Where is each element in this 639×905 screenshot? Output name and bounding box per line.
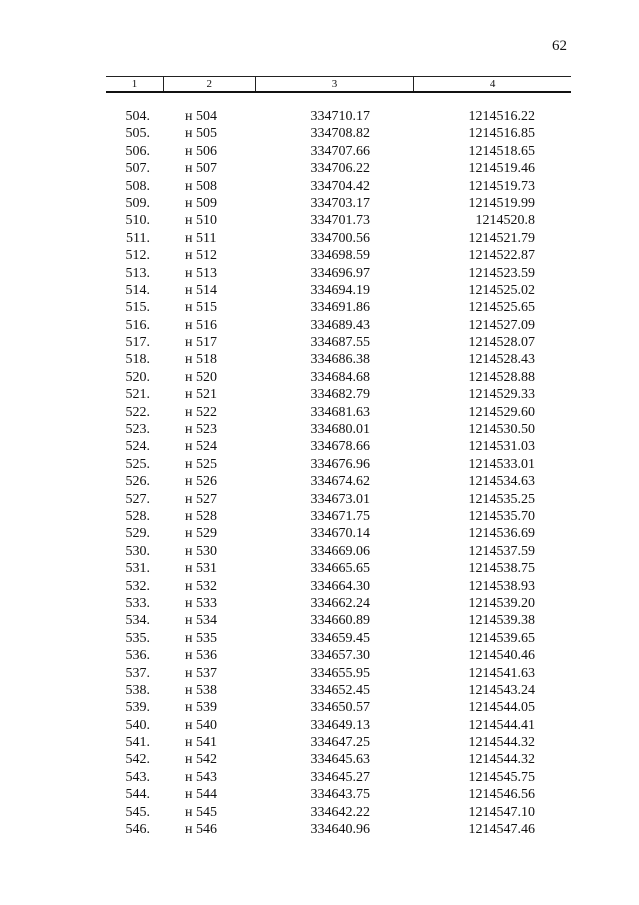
- row-number: 514.: [125, 282, 150, 298]
- coordinate-x: 334671.75: [310, 508, 370, 524]
- column-header-1: 1: [106, 77, 163, 93]
- point-name: н 512: [185, 248, 217, 264]
- coordinate-x: 334684.68: [310, 369, 370, 385]
- coordinate-x: 334707.66: [310, 143, 370, 159]
- page-number: 62: [552, 38, 567, 54]
- point-name: н 529: [185, 526, 217, 542]
- table-row: [0, 665, 639, 682]
- coordinate-y: 1214544.32: [468, 735, 535, 751]
- table-row: [0, 143, 639, 160]
- point-name: н 520: [185, 369, 217, 385]
- row-number: 537.: [125, 665, 150, 681]
- coordinate-x: 334674.62: [310, 474, 370, 490]
- coordinate-y: 1214539.65: [468, 630, 535, 646]
- row-number: 526.: [125, 474, 150, 490]
- coordinate-y: 1214547.46: [468, 822, 535, 838]
- coordinate-y: 1214528.88: [468, 369, 535, 385]
- point-name: н 518: [185, 352, 217, 368]
- row-number: 534.: [125, 613, 150, 629]
- coordinate-x: 334657.30: [310, 648, 370, 664]
- point-name: н 525: [185, 456, 217, 472]
- point-name: н 530: [185, 543, 217, 559]
- table-row: [0, 265, 639, 282]
- coordinate-x: 334694.19: [310, 282, 370, 298]
- coordinate-x: 334681.63: [310, 404, 370, 420]
- table-row: [0, 578, 639, 595]
- point-name: н 513: [185, 265, 217, 281]
- coordinate-x: 334676.96: [310, 456, 370, 472]
- point-name: н 522: [185, 404, 217, 420]
- table-row: [0, 786, 639, 803]
- coordinate-x: 334701.73: [310, 213, 370, 229]
- table-row: [0, 160, 639, 177]
- table-row: [0, 317, 639, 334]
- table-header: [106, 76, 571, 93]
- row-number: 530.: [125, 543, 150, 559]
- table-row: [0, 473, 639, 490]
- point-name: н 543: [185, 769, 217, 785]
- table-row: [0, 456, 639, 473]
- coordinate-x: 334664.30: [310, 578, 370, 594]
- coordinate-x: 334652.45: [310, 682, 370, 698]
- coordinate-x: 334700.56: [310, 230, 370, 246]
- coordinate-y: 1214522.87: [468, 248, 535, 264]
- table-row: [0, 125, 639, 142]
- coordinate-x: 334686.38: [310, 352, 370, 368]
- point-name: н 511: [185, 230, 217, 246]
- row-number: 546.: [125, 822, 150, 838]
- coordinate-y: 1214527.09: [468, 317, 535, 333]
- table-row: [0, 543, 639, 560]
- point-name: н 545: [185, 804, 217, 820]
- table-row: [0, 282, 639, 299]
- row-number: 543.: [125, 769, 150, 785]
- coordinate-x: 334689.43: [310, 317, 370, 333]
- row-number: 506.: [125, 143, 150, 159]
- coordinate-x: 334642.22: [310, 804, 370, 820]
- column-header-3: 3: [255, 77, 414, 93]
- point-name: н 546: [185, 822, 217, 838]
- table-row: [0, 421, 639, 438]
- coordinate-y: 1214539.38: [468, 613, 535, 629]
- row-number: 518.: [125, 352, 150, 368]
- coordinate-y: 1214535.70: [468, 508, 535, 524]
- point-name: н 526: [185, 474, 217, 490]
- row-number: 533.: [125, 595, 150, 611]
- row-number: 510.: [125, 213, 150, 229]
- coordinate-y: 1214538.75: [468, 561, 535, 577]
- table-row: [0, 334, 639, 351]
- coordinate-y: 1214544.41: [468, 717, 535, 733]
- coordinate-y: 1214530.50: [468, 422, 535, 438]
- coordinate-x: 334649.13: [310, 717, 370, 733]
- table-row: [0, 595, 639, 612]
- row-number: 528.: [125, 508, 150, 524]
- coordinate-y: 1214536.69: [468, 526, 535, 542]
- row-number: 536.: [125, 648, 150, 664]
- coordinate-y: 1214546.56: [468, 787, 535, 803]
- table-row: [0, 612, 639, 629]
- coordinate-y: 1214516.85: [468, 126, 535, 142]
- table-row: [0, 682, 639, 699]
- point-name: н 528: [185, 508, 217, 524]
- point-name: н 536: [185, 648, 217, 664]
- point-name: н 542: [185, 752, 217, 768]
- table-row: [0, 560, 639, 577]
- table-row: [0, 404, 639, 421]
- coordinate-x: 334660.89: [310, 613, 370, 629]
- row-number: 523.: [125, 422, 150, 438]
- row-number: 524.: [125, 439, 150, 455]
- row-number: 513.: [125, 265, 150, 281]
- coordinate-y: 1214519.99: [468, 195, 535, 211]
- coordinate-x: 334704.42: [310, 178, 370, 194]
- row-number: 535.: [125, 630, 150, 646]
- point-name: н 523: [185, 422, 217, 438]
- table-row: [0, 769, 639, 786]
- coordinate-y: 1214535.25: [468, 491, 535, 507]
- point-name: н 538: [185, 682, 217, 698]
- table-row: [0, 804, 639, 821]
- point-name: н 540: [185, 717, 217, 733]
- coordinate-x: 334650.57: [310, 700, 370, 716]
- point-name: н 504: [185, 109, 217, 124]
- table-row: [0, 178, 639, 195]
- coordinate-y: 1214528.43: [468, 352, 535, 368]
- coordinate-y: 1214529.60: [468, 404, 535, 420]
- coordinate-x: 334678.66: [310, 439, 370, 455]
- row-number: 521.: [125, 387, 150, 403]
- coordinate-y: 1214540.46: [468, 648, 535, 664]
- coordinate-y: 1214537.59: [468, 543, 535, 559]
- row-number: 544.: [125, 787, 150, 803]
- coordinate-y: 1214519.73: [468, 178, 535, 194]
- point-name: н 531: [185, 561, 217, 577]
- row-number: 522.: [125, 404, 150, 420]
- coordinate-y: 1214541.63: [468, 665, 535, 681]
- table-row: [0, 630, 639, 647]
- coordinate-y: 1214544.32: [468, 752, 535, 768]
- point-name: н 535: [185, 630, 217, 646]
- row-number: 505.: [125, 126, 150, 142]
- coordinate-y: 1214521.79: [468, 230, 535, 246]
- row-number: 542.: [125, 752, 150, 768]
- coordinate-x: 334640.96: [310, 822, 370, 838]
- coordinate-y: 1214519.46: [468, 161, 535, 177]
- row-number: 511.: [126, 230, 150, 246]
- coordinate-y: 1214531.03: [468, 439, 535, 455]
- coordinate-x: 334643.75: [310, 787, 370, 803]
- table-row: [0, 647, 639, 664]
- coordinate-x: 334647.25: [310, 735, 370, 751]
- row-number: 529.: [125, 526, 150, 542]
- table-row: [0, 247, 639, 264]
- table-row: [0, 438, 639, 455]
- point-name: н 510: [185, 213, 217, 229]
- row-number: 540.: [125, 717, 150, 733]
- coordinate-y: 1214525.65: [468, 300, 535, 316]
- table-row: [0, 351, 639, 368]
- coordinate-y: 1214523.59: [468, 265, 535, 281]
- row-number: 541.: [125, 735, 150, 751]
- point-name: н 505: [185, 126, 217, 142]
- coordinate-x: 334682.79: [310, 387, 370, 403]
- point-name: н 506: [185, 143, 217, 159]
- column-header-2: 2: [163, 77, 255, 93]
- point-name: н 507: [185, 161, 217, 177]
- row-number: 516.: [125, 317, 150, 333]
- table-row: [0, 734, 639, 751]
- row-number: 538.: [125, 682, 150, 698]
- coordinate-x: 334673.01: [310, 491, 370, 507]
- point-name: н 541: [185, 735, 217, 751]
- point-name: н 534: [185, 613, 217, 629]
- coordinate-x: 334696.97: [310, 265, 370, 281]
- point-name: н 537: [185, 665, 217, 681]
- row-number: 507.: [125, 161, 150, 177]
- row-number: 517.: [125, 335, 150, 351]
- coordinate-x: 334655.95: [310, 665, 370, 681]
- coordinate-x: 334706.22: [310, 161, 370, 177]
- row-number: 545.: [125, 804, 150, 820]
- point-name: н 508: [185, 178, 217, 194]
- row-number: 520.: [125, 369, 150, 385]
- column-header-4: 4: [414, 77, 571, 93]
- coordinate-x: 334645.27: [310, 769, 370, 785]
- coordinate-y: 1214518.65: [468, 143, 535, 159]
- point-name: н 515: [185, 300, 217, 316]
- row-number: 504.: [125, 109, 150, 124]
- coordinate-x: 334691.86: [310, 300, 370, 316]
- coordinate-y: 1214544.05: [468, 700, 535, 716]
- table-body: [0, 108, 639, 838]
- coordinate-y: 1214534.63: [468, 474, 535, 490]
- coordinate-y: 1214538.93: [468, 578, 535, 594]
- table-row: [0, 386, 639, 403]
- table-row: [0, 508, 639, 525]
- coordinate-y: 1214539.20: [468, 595, 535, 611]
- coordinate-y: 1214533.01: [468, 456, 535, 472]
- table-row: [0, 717, 639, 734]
- table-row: [0, 525, 639, 542]
- point-name: н 516: [185, 317, 217, 333]
- row-number: 539.: [125, 700, 150, 716]
- table-header-row: [106, 77, 571, 93]
- coordinate-y: 1214545.75: [468, 769, 535, 785]
- coordinate-x: 334645.63: [310, 752, 370, 768]
- point-name: н 539: [185, 700, 217, 716]
- coordinate-x: 334687.55: [310, 335, 370, 351]
- point-name: н 544: [185, 787, 217, 803]
- row-number: 531.: [125, 561, 150, 577]
- coordinate-x: 334708.82: [310, 126, 370, 142]
- row-number: 527.: [125, 491, 150, 507]
- coordinate-x: 334680.01: [310, 422, 370, 438]
- table-row: [0, 821, 639, 838]
- point-name: н 527: [185, 491, 217, 507]
- coordinate-x: 334670.14: [310, 526, 370, 542]
- row-number: 532.: [125, 578, 150, 594]
- point-name: н 521: [185, 387, 217, 403]
- row-number: 509.: [125, 195, 150, 211]
- table-row: [0, 699, 639, 716]
- table-row: [0, 212, 639, 229]
- coordinate-x: 334703.17: [310, 195, 370, 211]
- table-row: [0, 491, 639, 508]
- coordinate-x: 334659.45: [310, 630, 370, 646]
- coordinate-y: 1214543.24: [468, 682, 535, 698]
- row-number: 525.: [125, 456, 150, 472]
- coordinate-x: 334662.24: [310, 595, 370, 611]
- row-number: 508.: [125, 178, 150, 194]
- table-row: [0, 299, 639, 316]
- coordinate-x: 334669.06: [310, 543, 370, 559]
- table-row: [0, 751, 639, 768]
- table-row: [0, 369, 639, 386]
- table-row: [0, 108, 639, 125]
- coordinate-y: 1214529.33: [468, 387, 535, 403]
- point-name: н 532: [185, 578, 217, 594]
- coordinate-y: 1214520.8: [475, 213, 535, 229]
- coordinate-y: 1214525.02: [468, 282, 535, 298]
- point-name: н 514: [185, 282, 217, 298]
- point-name: н 509: [185, 195, 217, 211]
- coordinate-y: 1214516.22: [468, 109, 535, 124]
- coordinate-x: 334698.59: [310, 248, 370, 264]
- table-row: [0, 230, 639, 247]
- table-row: [0, 195, 639, 212]
- coordinate-x: 334710.17: [310, 109, 370, 124]
- coordinate-y: 1214528.07: [468, 335, 535, 351]
- row-number: 512.: [125, 248, 150, 264]
- point-name: н 533: [185, 595, 217, 611]
- point-name: н 524: [185, 439, 217, 455]
- coordinate-x: 334665.65: [310, 561, 370, 577]
- point-name: н 517: [185, 335, 217, 351]
- row-number: 515.: [125, 300, 150, 316]
- coordinate-y: 1214547.10: [468, 804, 535, 820]
